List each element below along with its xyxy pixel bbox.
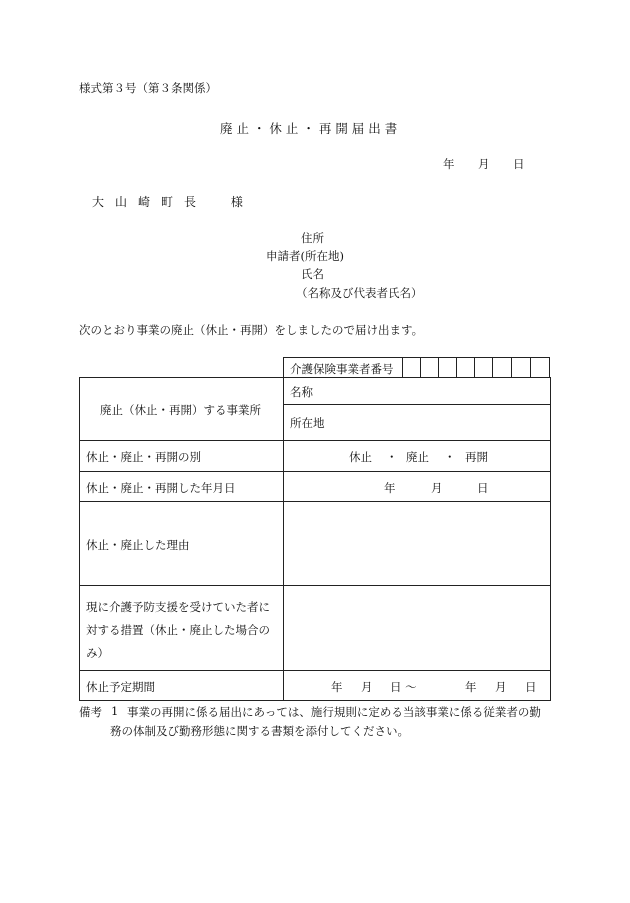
type-separator: ・	[386, 450, 398, 464]
office-label-cell	[79, 377, 284, 441]
measures-label-line: み）	[86, 646, 109, 660]
period-start-year: 年	[331, 680, 343, 694]
period-label-cell	[79, 670, 284, 701]
period-label: 休止予定期間	[86, 680, 155, 694]
date-year-unit: 年	[384, 481, 396, 495]
period-end-year: 年	[465, 680, 477, 694]
notes-line-1: 事業の再開に係る届出にあっては、施行規則に定める当該事業に係る従業者の勤	[127, 705, 541, 719]
insurer-number-label: 介護保険事業者番号	[290, 362, 394, 376]
type-option-suspend[interactable]: 休止	[349, 450, 372, 464]
period-end-month: 月	[495, 680, 507, 694]
insurer-digit-box[interactable]	[456, 357, 475, 378]
insurer-digit-box[interactable]	[492, 357, 512, 378]
date-day-unit: 日	[477, 481, 489, 495]
intro-text: 次のとおり事業の廃止（休止・再開）をしましたので届け出ます。	[79, 323, 424, 337]
type-label-cell	[79, 440, 284, 472]
reason-label-cell	[79, 501, 284, 586]
period-start-month: 月	[361, 680, 373, 694]
insurer-digit-box[interactable]	[402, 357, 421, 378]
period-start-day: 日 〜	[390, 680, 417, 694]
name-note: （名称及び代表者氏名）	[296, 286, 423, 300]
applicant-label: 申請者(所在地)	[266, 249, 344, 263]
measures-value-cell[interactable]	[283, 585, 551, 671]
period-end-day: 日	[525, 680, 537, 694]
date-day: 日	[513, 157, 525, 171]
date-value-cell[interactable]	[283, 471, 551, 502]
measures-label-line: 対する措置（休止・廃止した場合の	[86, 623, 270, 637]
measures-label-cell	[79, 585, 284, 671]
date-month-unit: 月	[431, 481, 443, 495]
office-address-cell[interactable]	[283, 404, 551, 441]
office-label: 廃止（休止・再開）する事業所	[100, 403, 261, 417]
measures-label-line: 現に介護予防支援を受けていた者に	[86, 600, 270, 614]
office-name-cell[interactable]	[283, 377, 551, 405]
insurer-digit-box[interactable]	[530, 357, 550, 378]
type-option-resume[interactable]: 再開	[465, 450, 488, 464]
reason-value-cell[interactable]	[283, 501, 551, 586]
notes-number: 1	[111, 704, 119, 718]
name-label: 氏名	[301, 267, 324, 281]
insurer-digit-box[interactable]	[438, 357, 457, 378]
date-month: 月	[478, 157, 490, 171]
notes-line-2: 務の体制及び勤務形態に関する書類を添付してください。	[110, 724, 409, 738]
date-year: 年	[443, 157, 455, 171]
period-value-cell[interactable]	[283, 670, 551, 701]
office-address-label: 所在地	[290, 416, 325, 430]
insurer-digit-box[interactable]	[420, 357, 439, 378]
office-name-label: 名称	[290, 385, 313, 399]
addressee: 大 山 崎 町 長 様	[92, 195, 247, 209]
notes-heading: 備考	[79, 705, 102, 719]
type-label: 休止・廃止・再開の別	[86, 450, 201, 464]
reason-label: 休止・廃止した理由	[86, 538, 190, 552]
form-number: 様式第３号（第３条関係）	[79, 81, 217, 95]
type-options-cell[interactable]	[283, 440, 551, 472]
date-label-cell	[79, 471, 284, 502]
document-title: 廃 止 ・ 休 止 ・ 再 開 届 出 書	[220, 121, 398, 136]
insurer-digit-box[interactable]	[511, 357, 531, 378]
address-label: 住所	[301, 231, 324, 245]
date-label: 休止・廃止・再開した年月日	[86, 481, 236, 495]
insurer-digit-box[interactable]	[474, 357, 493, 378]
type-option-abolish[interactable]: 廃止	[406, 450, 429, 464]
type-separator: ・	[444, 450, 456, 464]
insurer-number-label-cell	[283, 357, 403, 378]
